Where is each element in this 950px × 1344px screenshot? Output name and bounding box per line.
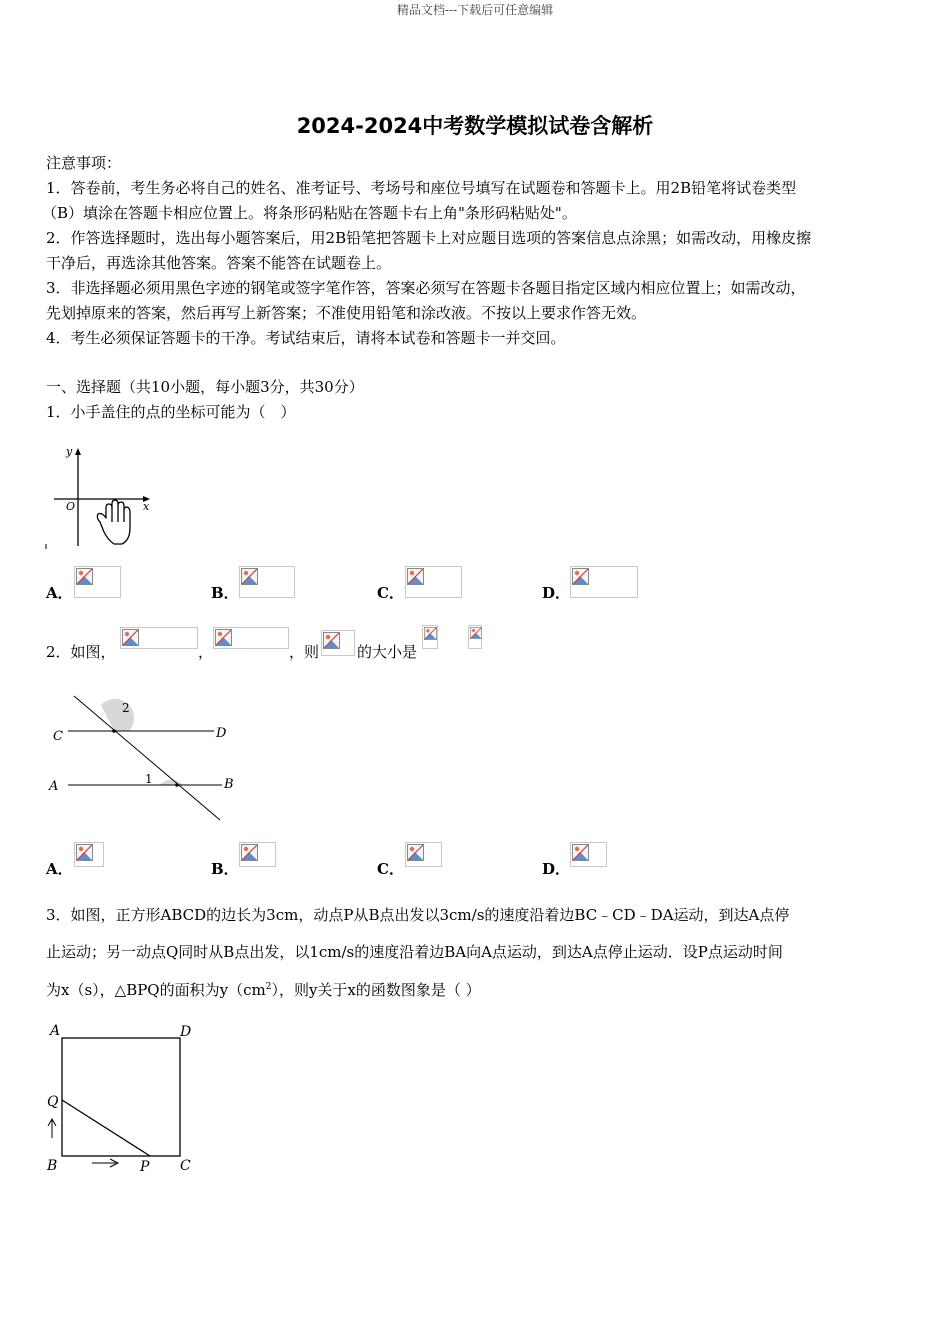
q3-label-d: D (180, 1024, 192, 1040)
q1-option-a-label: A． (46, 584, 73, 602)
q1-y-label: y (66, 445, 73, 458)
broken-image-icon (122, 629, 139, 646)
q2-label-c: C (53, 729, 63, 744)
q1-option-a-image[interactable] (74, 566, 121, 598)
broken-image-icon (76, 844, 93, 861)
question-2-stem-start: 2．如图， (46, 643, 116, 661)
q2-label-a: A (49, 779, 59, 794)
q1-option-b-image[interactable] (239, 566, 295, 598)
broken-image-icon (424, 627, 437, 640)
broken-image-icon (407, 844, 424, 861)
broken-image-icon (76, 568, 93, 585)
page-title: 2024-2024中考数学模拟试卷含解析 (296, 114, 654, 138)
question-3-line-2: 止运动；另一动点Q同时从B点出发，以1cm/s的速度沿着边BA向A点运动，到达A点停止运动．设P点运动时间 (46, 943, 783, 961)
q1-x-label: x (143, 500, 150, 513)
q2-angle-1: 1 (145, 772, 153, 786)
q2-angle-2: 2 (122, 701, 130, 715)
broken-image-icon (215, 629, 232, 646)
superscript: 2 (265, 982, 272, 992)
q2-label-d: D (216, 726, 227, 741)
broken-image-icon (323, 632, 340, 649)
q2-option-d-image[interactable] (570, 842, 607, 867)
notice-line: 3．非选择题必须用黑色字迹的钢笔或签字笔作答，答案必须写在答题卡各题目指定区域内相应位置上；如需改动， (46, 279, 806, 297)
q1-option-b-label: B． (211, 584, 239, 602)
question-3-line-3b: ），则y关于x的函数图象是（ ） (271, 981, 481, 999)
question-3-line-1: 3．如图，正方形ABCD的边长为3cm，动点P从B点出发以3cm/s的速度沿着边BC﹣CD﹣DA运动，到达A点停 (46, 906, 790, 924)
q2-option-b-label: B． (211, 860, 239, 878)
q3-label-c: C (180, 1158, 191, 1174)
question-1-stem: 1．小手盖住的点的坐标可能为（ ） (46, 403, 296, 421)
q2-inline-image-5[interactable] (468, 625, 482, 649)
broken-image-icon (572, 844, 589, 861)
q2-separator-then: ，则 (289, 643, 320, 661)
q2-inline-image-3[interactable] (321, 630, 355, 656)
page-header: 精品文档---下载后可任意编辑 (396, 3, 554, 17)
q1-option-d-image[interactable] (570, 566, 638, 598)
q3-square-figure (44, 1020, 204, 1180)
q1-option-c-image[interactable] (405, 566, 462, 598)
notice-line: 先划掉原来的答案，然后再写上新答案；不准使用铅笔和涂改液。不按以上要求作答无效。 (46, 304, 647, 322)
q2-parallel-lines-figure (44, 690, 244, 825)
q2-option-c-label: C． (377, 860, 404, 878)
notice-line: 2．作答选择题时，选出每小题答案后，用2B铅笔把答题卡上对应题目选项的答案信息点涂黑；如需改动，用橡皮擦 (46, 229, 812, 247)
notice-heading: 注意事项： (46, 154, 122, 172)
broken-image-icon (470, 627, 482, 639)
q3-label-p: P (140, 1159, 150, 1175)
broken-image-icon (241, 844, 258, 861)
q2-option-a-label: A． (46, 860, 73, 878)
notice-line: 4．考生必须保证答题卡的干净。考试结束后，请将本试卷和答题卡一并交回。 (46, 329, 566, 347)
notice-line: 1．答卷前，考生务必将自己的姓名、准考证号、考场号和座位号填写在试题卷和答题卡上。用2B铅笔将试卷类型 (46, 179, 797, 197)
q3-label-a: A (50, 1023, 61, 1039)
question-3-line-3 (46, 979, 481, 1000)
q2-option-d-label: D． (542, 860, 571, 878)
broken-image-icon (407, 568, 424, 585)
question-3-line-3a: 为x（s），△BPQ的面积为y（cm (46, 981, 266, 999)
question-2-stem-end: 的大小是 (357, 643, 418, 661)
notice-line: 干净后，再选涂其他答案。答案不能答在试题卷上。 (46, 254, 392, 272)
q2-inline-image-1[interactable] (120, 627, 198, 649)
q1-origin-label: O (66, 500, 76, 513)
q2-separator: ， (198, 643, 214, 661)
q2-option-b-image[interactable] (239, 842, 276, 867)
q2-label-b: B (224, 777, 234, 792)
broken-image-icon (572, 568, 589, 585)
q2-option-a-image[interactable] (74, 842, 104, 867)
notice-line: （B）填涂在答题卡相应位置上。将条形码粘贴在答题卡右上角"条形码粘贴处"。 (42, 204, 577, 222)
q2-inline-image-4[interactable] (422, 625, 438, 649)
q3-label-q: Q (47, 1094, 59, 1110)
q3-label-b: B (47, 1158, 58, 1174)
hand-icon (97, 500, 130, 544)
q1-option-d-label: D． (542, 584, 571, 602)
q2-inline-image-2[interactable] (213, 627, 289, 649)
q1-option-c-label: C． (377, 584, 404, 602)
section-heading: 一、选择题（共10小题，每小题3分，共30分） (46, 378, 364, 396)
q2-option-c-image[interactable] (405, 842, 442, 867)
q1-coordinate-figure (44, 444, 154, 550)
broken-image-icon (241, 568, 258, 585)
